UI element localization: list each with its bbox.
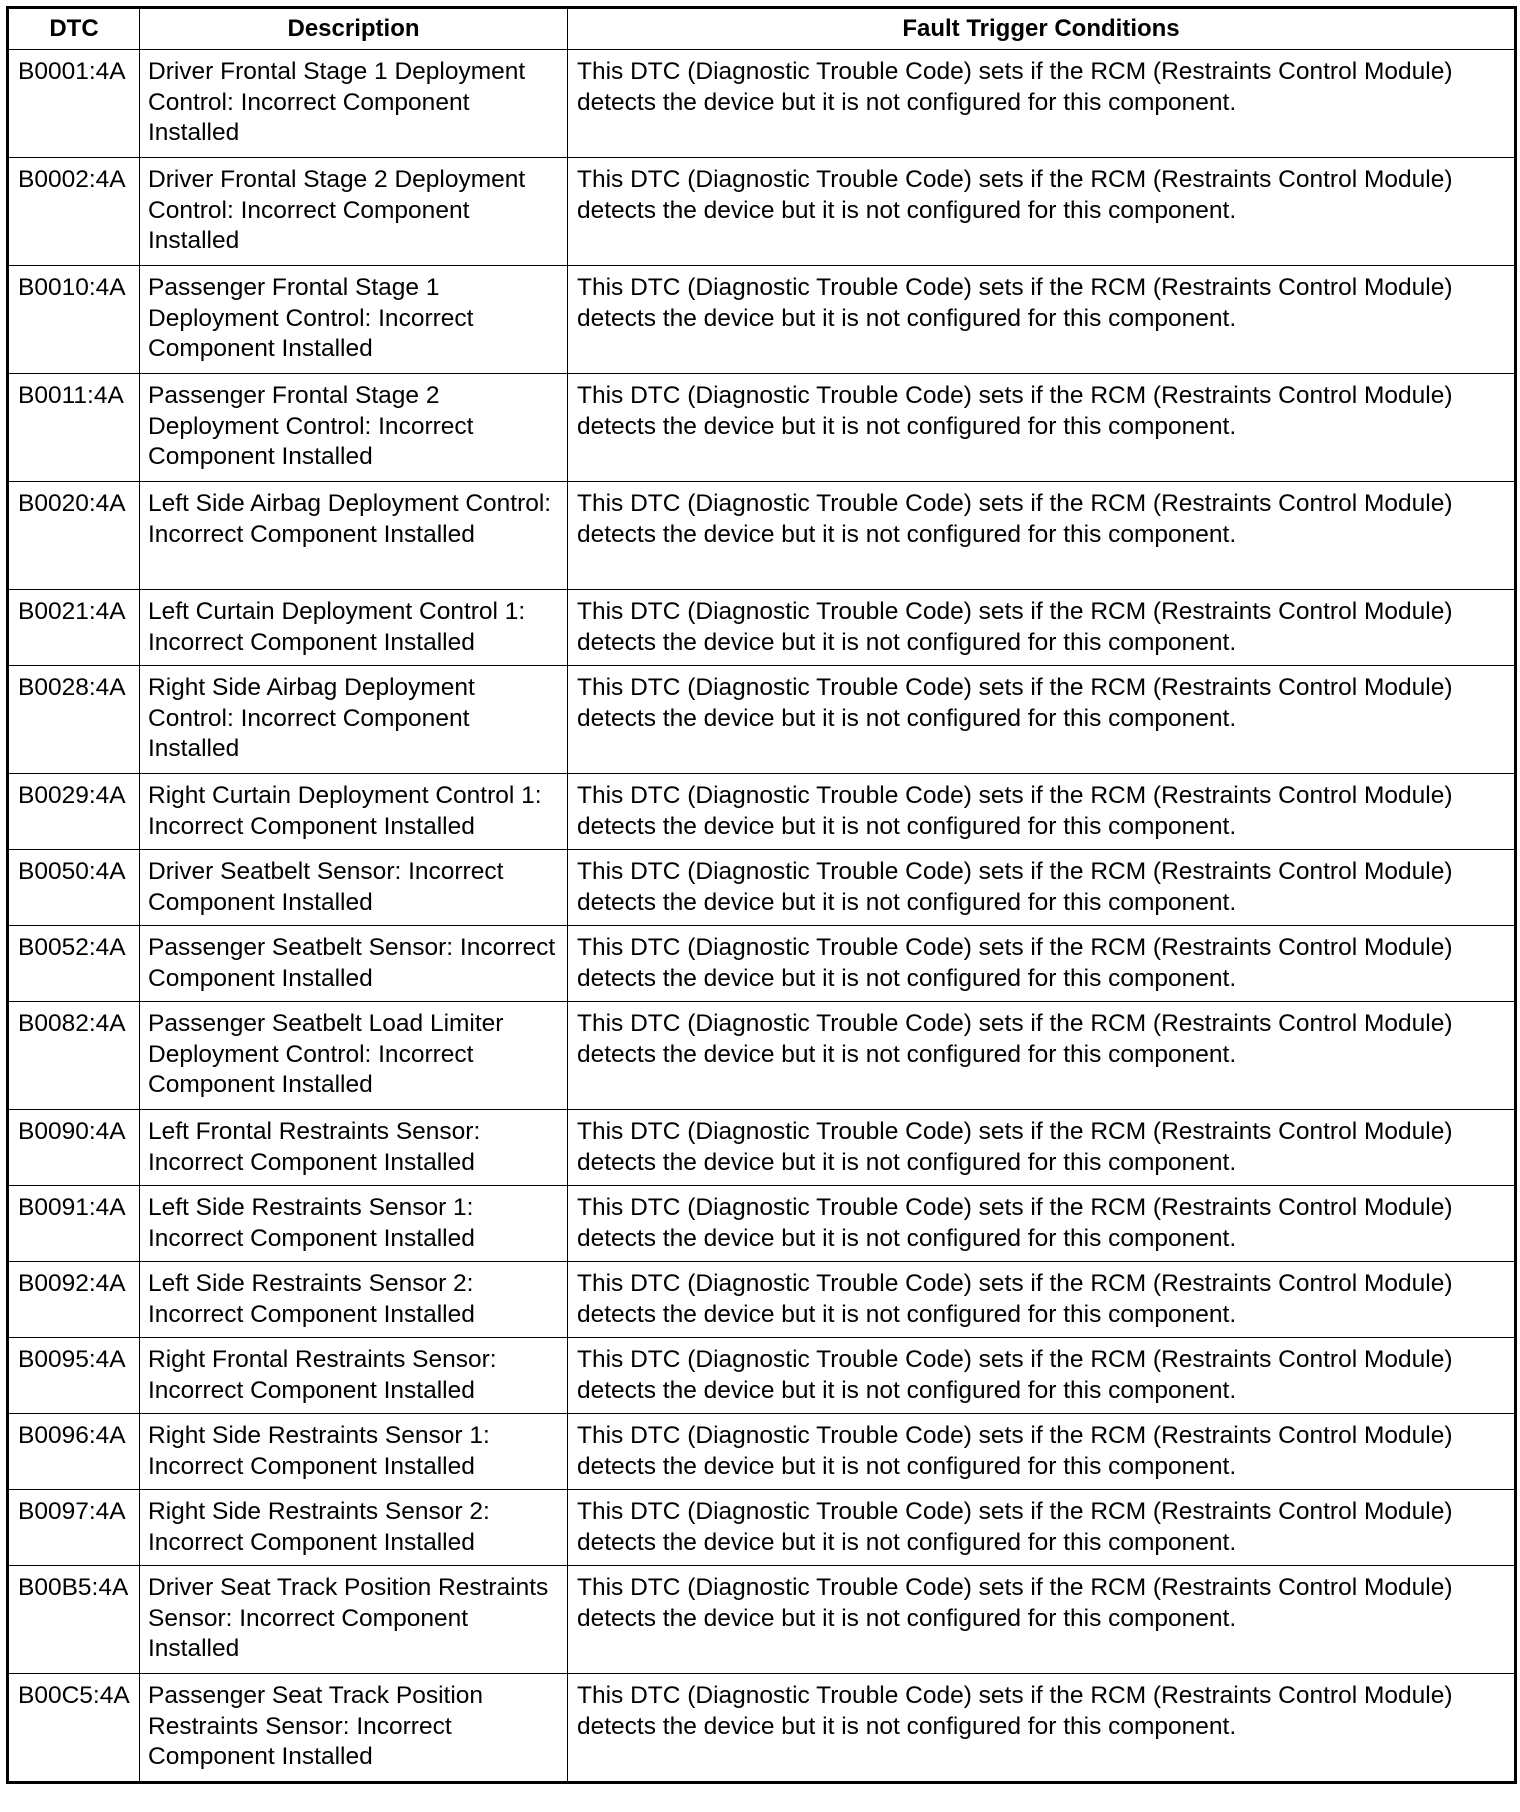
- table-row: [8, 1002, 1516, 1110]
- table-header: [8, 8, 1516, 50]
- dtc-code-cell: B00B5:4A: [8, 1566, 140, 1674]
- dtc-code-cell: B0011:4A: [8, 374, 140, 482]
- fault-trigger-cell: This DTC (Diagnostic Trouble Code) sets if the RCM (Restraints Control Module) detects the device but it is not configured for this component.: [568, 266, 1516, 374]
- dtc-code-cell: B0010:4A: [8, 266, 140, 374]
- description-cell: Left Side Restraints Sensor 1: Incorrect Component Installed: [140, 1186, 568, 1262]
- table-row: [8, 266, 1516, 374]
- dtc-code-cell: B0002:4A: [8, 158, 140, 266]
- dtc-code-cell: B0052:4A: [8, 926, 140, 1002]
- fault-trigger-cell: This DTC (Diagnostic Trouble Code) sets if the RCM (Restraints Control Module) detects the device but it is not configured for this component.: [568, 1110, 1516, 1186]
- dtc-code-cell: B0092:4A: [8, 1262, 140, 1338]
- header-dtc: DTC: [8, 8, 140, 50]
- table-row: [8, 482, 1516, 590]
- fault-trigger-cell: This DTC (Diagnostic Trouble Code) sets if the RCM (Restraints Control Module) detects the device but it is not configured for this component.: [568, 590, 1516, 666]
- description-cell: Passenger Seat Track Position Restraints Sensor: Incorrect Component Installed: [140, 1674, 568, 1783]
- fault-trigger-cell: This DTC (Diagnostic Trouble Code) sets if the RCM (Restraints Control Module) detects the device but it is not configured for this component.: [568, 1674, 1516, 1783]
- table-row: [8, 1490, 1516, 1566]
- description-cell: Passenger Seatbelt Load Limiter Deployment Control: Incorrect Component Installed: [140, 1002, 568, 1110]
- description-cell: Right Frontal Restraints Sensor: Incorrect Component Installed: [140, 1338, 568, 1414]
- fault-trigger-cell: This DTC (Diagnostic Trouble Code) sets if the RCM (Restraints Control Module) detects the device but it is not configured for this component.: [568, 850, 1516, 926]
- fault-trigger-cell: This DTC (Diagnostic Trouble Code) sets if the RCM (Restraints Control Module) detects the device but it is not configured for this component.: [568, 774, 1516, 850]
- dtc-table: [6, 6, 1517, 1784]
- description-cell: Left Frontal Restraints Sensor: Incorrect Component Installed: [140, 1110, 568, 1186]
- description-cell: Driver Frontal Stage 1 Deployment Control: Incorrect Component Installed: [140, 50, 568, 158]
- description-cell: Passenger Frontal Stage 1 Deployment Control: Incorrect Component Installed: [140, 266, 568, 374]
- dtc-code-cell: B0028:4A: [8, 666, 140, 774]
- fault-trigger-cell: This DTC (Diagnostic Trouble Code) sets if the RCM (Restraints Control Module) detects the device but it is not configured for this component.: [568, 50, 1516, 158]
- description-cell: Driver Frontal Stage 2 Deployment Control: Incorrect Component Installed: [140, 158, 568, 266]
- table-row: [8, 774, 1516, 850]
- fault-trigger-cell: This DTC (Diagnostic Trouble Code) sets if the RCM (Restraints Control Module) detects the device but it is not configured for this component.: [568, 158, 1516, 266]
- dtc-code-cell: B0001:4A: [8, 50, 140, 158]
- table-row: [8, 374, 1516, 482]
- dtc-code-cell: B0020:4A: [8, 482, 140, 590]
- dtc-code-cell: B0091:4A: [8, 1186, 140, 1262]
- dtc-code-cell: B0096:4A: [8, 1414, 140, 1490]
- fault-trigger-cell: This DTC (Diagnostic Trouble Code) sets if the RCM (Restraints Control Module) detects the device but it is not configured for this component.: [568, 1490, 1516, 1566]
- table-row: [8, 1110, 1516, 1186]
- fault-trigger-cell: This DTC (Diagnostic Trouble Code) sets if the RCM (Restraints Control Module) detects the device but it is not configured for this component.: [568, 482, 1516, 590]
- dtc-code-cell: B00C5:4A: [8, 1674, 140, 1783]
- table-row: [8, 1674, 1516, 1783]
- dtc-code-cell: B0095:4A: [8, 1338, 140, 1414]
- dtc-code-cell: B0021:4A: [8, 590, 140, 666]
- table-row: [8, 666, 1516, 774]
- fault-trigger-cell: This DTC (Diagnostic Trouble Code) sets if the RCM (Restraints Control Module) detects the device but it is not configured for this component.: [568, 1414, 1516, 1490]
- table-row: [8, 850, 1516, 926]
- description-cell: Left Side Restraints Sensor 2: Incorrect Component Installed: [140, 1262, 568, 1338]
- fault-trigger-cell: This DTC (Diagnostic Trouble Code) sets if the RCM (Restraints Control Module) detects the device but it is not configured for this component.: [568, 1566, 1516, 1674]
- header-description: Description: [140, 8, 568, 50]
- table-body: [8, 50, 1516, 1783]
- fault-trigger-cell: This DTC (Diagnostic Trouble Code) sets if the RCM (Restraints Control Module) detects the device but it is not configured for this component.: [568, 1338, 1516, 1414]
- description-cell: Right Side Airbag Deployment Control: Incorrect Component Installed: [140, 666, 568, 774]
- description-cell: Right Curtain Deployment Control 1: Incorrect Component Installed: [140, 774, 568, 850]
- dtc-code-cell: B0090:4A: [8, 1110, 140, 1186]
- table-row: [8, 1566, 1516, 1674]
- header-fault-trigger-conditions: Fault Trigger Conditions: [568, 8, 1516, 50]
- header-row: [8, 8, 1516, 50]
- fault-trigger-cell: This DTC (Diagnostic Trouble Code) sets if the RCM (Restraints Control Module) detects the device but it is not configured for this component.: [568, 926, 1516, 1002]
- fault-trigger-cell: This DTC (Diagnostic Trouble Code) sets if the RCM (Restraints Control Module) detects the device but it is not configured for this component.: [568, 1002, 1516, 1110]
- fault-trigger-cell: This DTC (Diagnostic Trouble Code) sets if the RCM (Restraints Control Module) detects the device but it is not configured for this component.: [568, 666, 1516, 774]
- description-cell: Left Side Airbag Deployment Control: Incorrect Component Installed: [140, 482, 568, 590]
- table-row: [8, 1186, 1516, 1262]
- dtc-code-cell: B0082:4A: [8, 1002, 140, 1110]
- description-cell: Right Side Restraints Sensor 2: Incorrect Component Installed: [140, 1490, 568, 1566]
- description-cell: Driver Seat Track Position Restraints Sensor: Incorrect Component Installed: [140, 1566, 568, 1674]
- table-row: [8, 590, 1516, 666]
- fault-trigger-cell: This DTC (Diagnostic Trouble Code) sets if the RCM (Restraints Control Module) detects the device but it is not configured for this component.: [568, 1262, 1516, 1338]
- table-row: [8, 1414, 1516, 1490]
- description-cell: Left Curtain Deployment Control 1: Incorrect Component Installed: [140, 590, 568, 666]
- dtc-code-cell: B0050:4A: [8, 850, 140, 926]
- description-cell: Driver Seatbelt Sensor: Incorrect Component Installed: [140, 850, 568, 926]
- description-cell: Passenger Seatbelt Sensor: Incorrect Component Installed: [140, 926, 568, 1002]
- description-cell: Passenger Frontal Stage 2 Deployment Control: Incorrect Component Installed: [140, 374, 568, 482]
- fault-trigger-cell: This DTC (Diagnostic Trouble Code) sets if the RCM (Restraints Control Module) detects the device but it is not configured for this component.: [568, 374, 1516, 482]
- table-row: [8, 1338, 1516, 1414]
- table-row: [8, 926, 1516, 1002]
- fault-trigger-cell: This DTC (Diagnostic Trouble Code) sets if the RCM (Restraints Control Module) detects the device but it is not configured for this component.: [568, 1186, 1516, 1262]
- description-cell: Right Side Restraints Sensor 1: Incorrect Component Installed: [140, 1414, 568, 1490]
- dtc-code-cell: B0097:4A: [8, 1490, 140, 1566]
- table-row: [8, 158, 1516, 266]
- dtc-code-cell: B0029:4A: [8, 774, 140, 850]
- table-row: [8, 1262, 1516, 1338]
- table-row: [8, 50, 1516, 158]
